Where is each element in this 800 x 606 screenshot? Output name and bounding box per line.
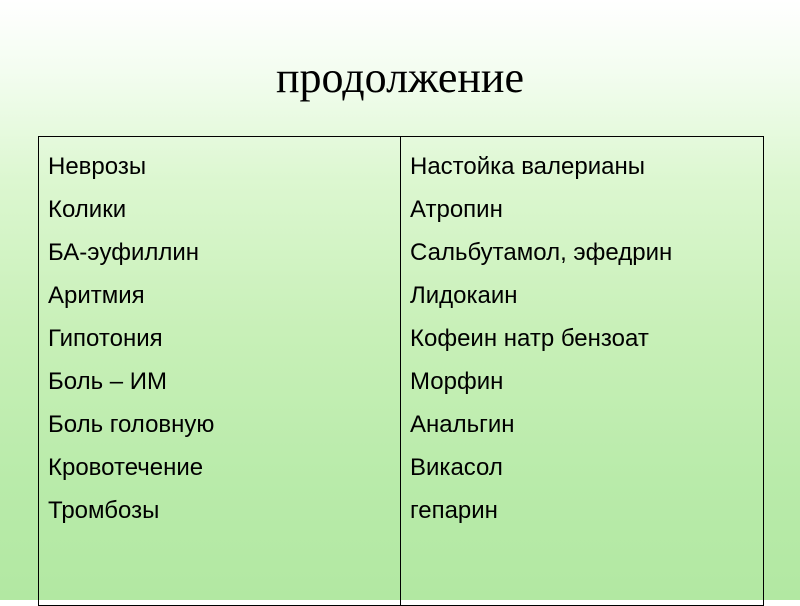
condition-cell: Боль – ИМ <box>48 368 168 395</box>
indications-table <box>38 136 764 606</box>
drug-cell: Викасол <box>410 454 503 481</box>
drug-cell: Сальбутамол, эфедрин <box>410 239 673 266</box>
condition-cell: Колики <box>48 196 127 223</box>
condition-cell: Аритмия <box>48 282 145 309</box>
condition-cell: Боль головную <box>48 411 215 438</box>
drug-cell: Кофеин натр бензоат <box>410 325 649 352</box>
condition-cell: Кровотечение <box>48 454 204 481</box>
condition-cell: Гипотония <box>48 325 163 352</box>
drug-cell: гепарин <box>410 497 498 524</box>
drug-cell: Лидокаин <box>410 282 518 309</box>
drug-cell: Настойка валерианы <box>410 153 645 180</box>
drug-cell: Анальгин <box>410 411 515 438</box>
condition-cell: БА-эуфиллин <box>48 239 200 266</box>
drug-cell: Атропин <box>410 196 503 223</box>
drug-cell: Морфин <box>410 368 504 395</box>
condition-cell: Тромбозы <box>48 497 160 524</box>
conditions-column <box>39 137 401 605</box>
condition-cell: Неврозы <box>48 153 147 180</box>
drugs-column <box>401 137 763 605</box>
slide-title: продолжение <box>275 53 524 102</box>
